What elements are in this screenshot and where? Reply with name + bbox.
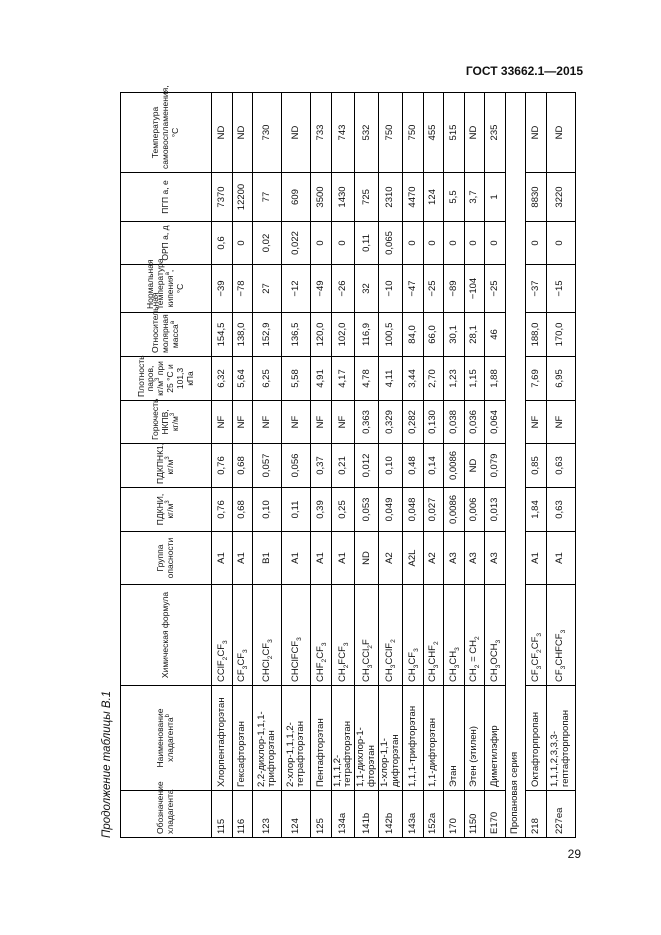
- table-cell: 2310: [379, 173, 403, 222]
- table-cell: 0,76: [212, 488, 233, 532]
- table-row: [282, 93, 311, 838]
- table-cell: 7,69: [526, 357, 547, 401]
- table-cell: −47: [403, 265, 424, 313]
- table-cell: $CH_3CH_3$: [444, 585, 465, 686]
- table-cell: 6,25: [253, 357, 282, 401]
- table-cell: 0: [526, 222, 547, 265]
- table-cell: 66,0: [423, 313, 444, 357]
- table-row: [253, 93, 282, 838]
- table-cell: 116: [232, 791, 253, 838]
- table-cell: 3,7: [464, 173, 485, 222]
- table-cell: −37: [526, 265, 547, 313]
- table-cell: 124: [282, 791, 311, 838]
- column-header: Наименование хладагента$^b$: [121, 686, 212, 791]
- group-label: Пропановая серия: [505, 93, 526, 838]
- table-cell: 730: [253, 93, 282, 173]
- table-cell: 3500: [311, 173, 332, 222]
- table-cell: 0,63: [546, 488, 575, 532]
- table-cell: −49: [311, 265, 332, 313]
- group-row: [505, 93, 526, 838]
- table-cell: 116,9: [355, 313, 379, 357]
- table-cell: 141b: [355, 791, 379, 838]
- table-cell: $CHF_2CF_3$: [311, 585, 332, 686]
- column-header: ПДКНИ, $кг/м^3$: [121, 488, 212, 532]
- table-cell: A1: [546, 532, 575, 585]
- table-cell: 124: [423, 173, 444, 222]
- table-cell: ND: [526, 93, 547, 173]
- table-cell: 4470: [403, 173, 424, 222]
- table-cell: A2: [379, 532, 403, 585]
- table-cell: 0,48: [403, 444, 424, 488]
- table-cell: 3,44: [403, 357, 424, 401]
- column-header: Температура самовоспламенения, °C: [121, 93, 212, 173]
- refrigerant-table: [120, 85, 576, 838]
- table-cell: 218: [526, 791, 547, 838]
- table-row: [355, 93, 379, 838]
- table-row: [212, 93, 233, 838]
- table-cell: 100,5: [379, 313, 403, 357]
- table-cell: 123: [253, 791, 282, 838]
- table-cell: −78: [232, 265, 253, 313]
- table-cell: 27: [253, 265, 282, 313]
- table-cell: 609: [282, 173, 311, 222]
- table-cell: 0,10: [253, 488, 282, 532]
- table-cell: −25: [485, 265, 506, 313]
- table-cell: 5,5: [444, 173, 465, 222]
- table-cell: Этан: [444, 686, 465, 791]
- table-cell: $CClF_2CF_3$: [212, 585, 233, 686]
- table-cell: 1-хлор-1,1-дифторэтан: [379, 686, 403, 791]
- table-cell: 0,63: [546, 444, 575, 488]
- rotated-content: [96, 85, 571, 838]
- table-cell: 725: [355, 173, 379, 222]
- table-cell: 46: [485, 313, 506, 357]
- table-cell: ND: [464, 444, 485, 488]
- table-cell: 0,11: [282, 488, 311, 532]
- table-cell: Октафторпропан: [526, 686, 547, 791]
- column-header: Обозначение хладагента: [121, 791, 212, 838]
- column-header: Плотность паров, $кг/м^3$ при 25 °C и 101,3 кПа: [121, 357, 212, 401]
- table-cell: −26: [331, 265, 355, 313]
- table-cell: 1: [485, 173, 506, 222]
- table-cell: 0,027: [423, 488, 444, 532]
- table-cell: 0,25: [331, 488, 355, 532]
- table-cell: $CH_3CClF_2$: [379, 585, 403, 686]
- table-header: [121, 85, 212, 838]
- table-cell: 0,10: [379, 444, 403, 488]
- table-cell: 1,1,1,2-тетрафторэтан: [331, 686, 355, 791]
- table-cell: 120,0: [311, 313, 332, 357]
- table-row: [311, 93, 332, 838]
- table-row: [379, 93, 403, 838]
- page-number: 29: [567, 847, 581, 861]
- table-cell: 125: [311, 791, 332, 838]
- table-cell: 115: [212, 791, 233, 838]
- table-cell: 0,022: [282, 222, 311, 265]
- table-cell: 0,37: [311, 444, 332, 488]
- table-cell: 4,11: [379, 357, 403, 401]
- table-cell: 1,23: [444, 357, 465, 401]
- table-cell: ND: [355, 532, 379, 585]
- table-row: [331, 93, 355, 838]
- table-cell: 2,2-дихлор-1,1,1-трифторэтан: [253, 686, 282, 791]
- table-cell: 1,84: [526, 488, 547, 532]
- table-cell: $CHCl_2CF_3$: [253, 585, 282, 686]
- table-cell: 4,91: [311, 357, 332, 401]
- table-cell: A3: [485, 532, 506, 585]
- table-cell: 235: [485, 93, 506, 173]
- table-cell: 0,053: [355, 488, 379, 532]
- table-cell: 0,14: [423, 444, 444, 488]
- table-cell: −10: [379, 265, 403, 313]
- table-cell: A2L: [403, 532, 424, 585]
- table-cell: 7370: [212, 173, 233, 222]
- table-cell: 152,9: [253, 313, 282, 357]
- table-cell: 0: [423, 222, 444, 265]
- table-cell: 0,012: [355, 444, 379, 488]
- table-cell: A1: [232, 532, 253, 585]
- table-cell: 143a: [403, 791, 424, 838]
- table-cell: 532: [355, 93, 379, 173]
- table-cell: 0: [444, 222, 465, 265]
- table-row: [403, 93, 424, 838]
- table-cell: 77: [253, 173, 282, 222]
- table-cell: 455: [423, 93, 444, 173]
- table-cell: 1,1-дифторэтан: [423, 686, 444, 791]
- table-cell: 138,0: [232, 313, 253, 357]
- table-cell: Этен (этилен): [464, 686, 485, 791]
- table-cell: 142b: [379, 791, 403, 838]
- table-cell: ND: [232, 93, 253, 173]
- table-cell: 227ea: [546, 791, 575, 838]
- table-cell: 0,038: [444, 401, 465, 444]
- column-header: Группа опасности: [121, 532, 212, 585]
- table-cell: ND: [464, 93, 485, 173]
- table-cell: 84,0: [403, 313, 424, 357]
- table-cell: 515: [444, 93, 465, 173]
- table-cell: A1: [311, 532, 332, 585]
- table-cell: 750: [379, 93, 403, 173]
- table-cell: NF: [212, 401, 233, 444]
- table-cell: 8830: [526, 173, 547, 222]
- table-cell: 0,013: [485, 488, 506, 532]
- table-cell: Диметилэфир: [485, 686, 506, 791]
- table-cell: 0,329: [379, 401, 403, 444]
- table-cell: 28,1: [464, 313, 485, 357]
- table-cell: 0: [311, 222, 332, 265]
- table-cell: Хлорпентафторэтан: [212, 686, 233, 791]
- table-cell: 6,95: [546, 357, 575, 401]
- table-cell: 0,048: [403, 488, 424, 532]
- table-cell: 1,1-дихлор-1-фторэтан: [355, 686, 379, 791]
- table-cell: E170: [485, 791, 506, 838]
- table-cell: 0,079: [485, 444, 506, 488]
- table-cell: A1: [526, 532, 547, 585]
- table-cell: 1430: [331, 173, 355, 222]
- table-cell: 0,049: [379, 488, 403, 532]
- table-cell: 1150: [464, 791, 485, 838]
- table-cell: $CH_3CHF_2$: [423, 585, 444, 686]
- column-header: ПГП а, е: [121, 173, 212, 222]
- table-cell: $CH_3CF_3$: [403, 585, 424, 686]
- table-cell: 0: [464, 222, 485, 265]
- table-cell: 3220: [546, 173, 575, 222]
- table-cell: 0: [331, 222, 355, 265]
- table-cell: −89: [444, 265, 465, 313]
- table-cell: 0,68: [232, 444, 253, 488]
- table-cell: 0,064: [485, 401, 506, 444]
- column-header: Химическая формула: [121, 585, 212, 686]
- table-cell: 0,363: [355, 401, 379, 444]
- table-cell: $CF_3CF_2CF_3$: [526, 585, 547, 686]
- table-cell: 0,036: [464, 401, 485, 444]
- table-cell: 5,64: [232, 357, 253, 401]
- table-cell: −39: [212, 265, 233, 313]
- table-cell: 750: [403, 93, 424, 173]
- table-cell: Пентафторэтан: [311, 686, 332, 791]
- table-cell: 136,5: [282, 313, 311, 357]
- table-cell: 30,1: [444, 313, 465, 357]
- table-cell: A1: [212, 532, 233, 585]
- table-cell: 188,0: [526, 313, 547, 357]
- table-row: [464, 93, 485, 838]
- column-header: Относительная молярная масса$^a$: [121, 313, 212, 357]
- table-cell: $CF_3CHFCF_3$: [546, 585, 575, 686]
- table-cell: 1,1,1,2,3,3,3-гептафторпропан: [546, 686, 575, 791]
- table-cell: 0,6: [212, 222, 233, 265]
- table-cell: NF: [232, 401, 253, 444]
- table-cell: NF: [253, 401, 282, 444]
- table-cell: 134a: [331, 791, 355, 838]
- table-cell: 102,0: [331, 313, 355, 357]
- table-cell: ND: [282, 93, 311, 173]
- table-cell: 0,68: [232, 488, 253, 532]
- table-cell: 12200: [232, 173, 253, 222]
- table-row: [546, 93, 575, 838]
- table-cell: 0,130: [423, 401, 444, 444]
- table-cell: $CH_2 = CH_2$: [464, 585, 485, 686]
- table-cell: CHClFCF$_3$: [282, 585, 311, 686]
- table-cell: 2-хлор-1,1,1,2-тетрафторэтан: [282, 686, 311, 791]
- table-cell: $CH_3CCl_2F$: [355, 585, 379, 686]
- column-header: ОРП а, д: [121, 222, 212, 265]
- table-cell: 0,85: [526, 444, 547, 488]
- table-cell: 170: [444, 791, 465, 838]
- column-header: Горючесть НКПВ, $кг/м^3$: [121, 401, 212, 444]
- table-cell: 0,006: [464, 488, 485, 532]
- table-cell: 0,065: [379, 222, 403, 265]
- table-cell: $CF_3CF_3$: [232, 585, 253, 686]
- table-cell: 0,056: [282, 444, 311, 488]
- table-cell: 5,58: [282, 357, 311, 401]
- table-cell: A3: [464, 532, 485, 585]
- table-caption: Продолжение таблицы В.1: [101, 690, 113, 838]
- table-cell: 1,88: [485, 357, 506, 401]
- table-cell: −15: [546, 265, 575, 313]
- table-cell: B1: [253, 532, 282, 585]
- table-cell: 0: [485, 222, 506, 265]
- table-cell: 0,39: [311, 488, 332, 532]
- table-cell: 0,0086: [444, 444, 465, 488]
- table-cell: 0: [403, 222, 424, 265]
- table-cell: A1: [282, 532, 311, 585]
- table-cell: 170,0: [546, 313, 575, 357]
- table-cell: A1: [331, 532, 355, 585]
- table-cell: −25: [423, 265, 444, 313]
- table-cell: 1,1,1-трифторэтан: [403, 686, 424, 791]
- table-cell: 0: [232, 222, 253, 265]
- table-cell: 733: [311, 93, 332, 173]
- table-cell: 4,17: [331, 357, 355, 401]
- table-cell: 152a: [423, 791, 444, 838]
- table-row: [444, 93, 465, 838]
- table-cell: $CH_3OCH_3$: [485, 585, 506, 686]
- table-cell: −12: [282, 265, 311, 313]
- table-cell: 154,5: [212, 313, 233, 357]
- table-cell: Гексафторэтан: [232, 686, 253, 791]
- table-cell: 743: [331, 93, 355, 173]
- table-cell: NF: [282, 401, 311, 444]
- table-cell: NF: [526, 401, 547, 444]
- table-body: [212, 93, 576, 838]
- table-cell: $CH_2FCF_3$: [331, 585, 355, 686]
- table-cell: A2: [423, 532, 444, 585]
- table-cell: NF: [331, 401, 355, 444]
- table-cell: −104: [464, 265, 485, 313]
- table-cell: NF: [546, 401, 575, 444]
- table-cell: 0,0086: [444, 488, 465, 532]
- table-cell: 0,76: [212, 444, 233, 488]
- table-cell: 0,02: [253, 222, 282, 265]
- rotated-table-area: [96, 85, 571, 838]
- column-header: ПДКПНК1, $кг/м^3$: [121, 444, 212, 488]
- table-cell: NF: [311, 401, 332, 444]
- table-cell: 1,15: [464, 357, 485, 401]
- table-cell: ND: [212, 93, 233, 173]
- table-cell: 0,11: [355, 222, 379, 265]
- table-cell: 0: [546, 222, 575, 265]
- table-cell: 2,70: [423, 357, 444, 401]
- table-row: [485, 93, 506, 838]
- table-cell: 0,057: [253, 444, 282, 488]
- table-cell: ND: [546, 93, 575, 173]
- table-row: [526, 93, 547, 838]
- table-row: [423, 93, 444, 838]
- table-cell: 0,282: [403, 401, 424, 444]
- table-cell: 32: [355, 265, 379, 313]
- standard-number: ГОСТ 33662.1—2015: [465, 64, 583, 78]
- table-cell: A3: [444, 532, 465, 585]
- column-header: Нормальная температура кипения$^a$, °C: [121, 265, 212, 313]
- table-cell: 4,78: [355, 357, 379, 401]
- table-row: [232, 93, 253, 838]
- table-cell: 0,21: [331, 444, 355, 488]
- table-cell: 6,32: [212, 357, 233, 401]
